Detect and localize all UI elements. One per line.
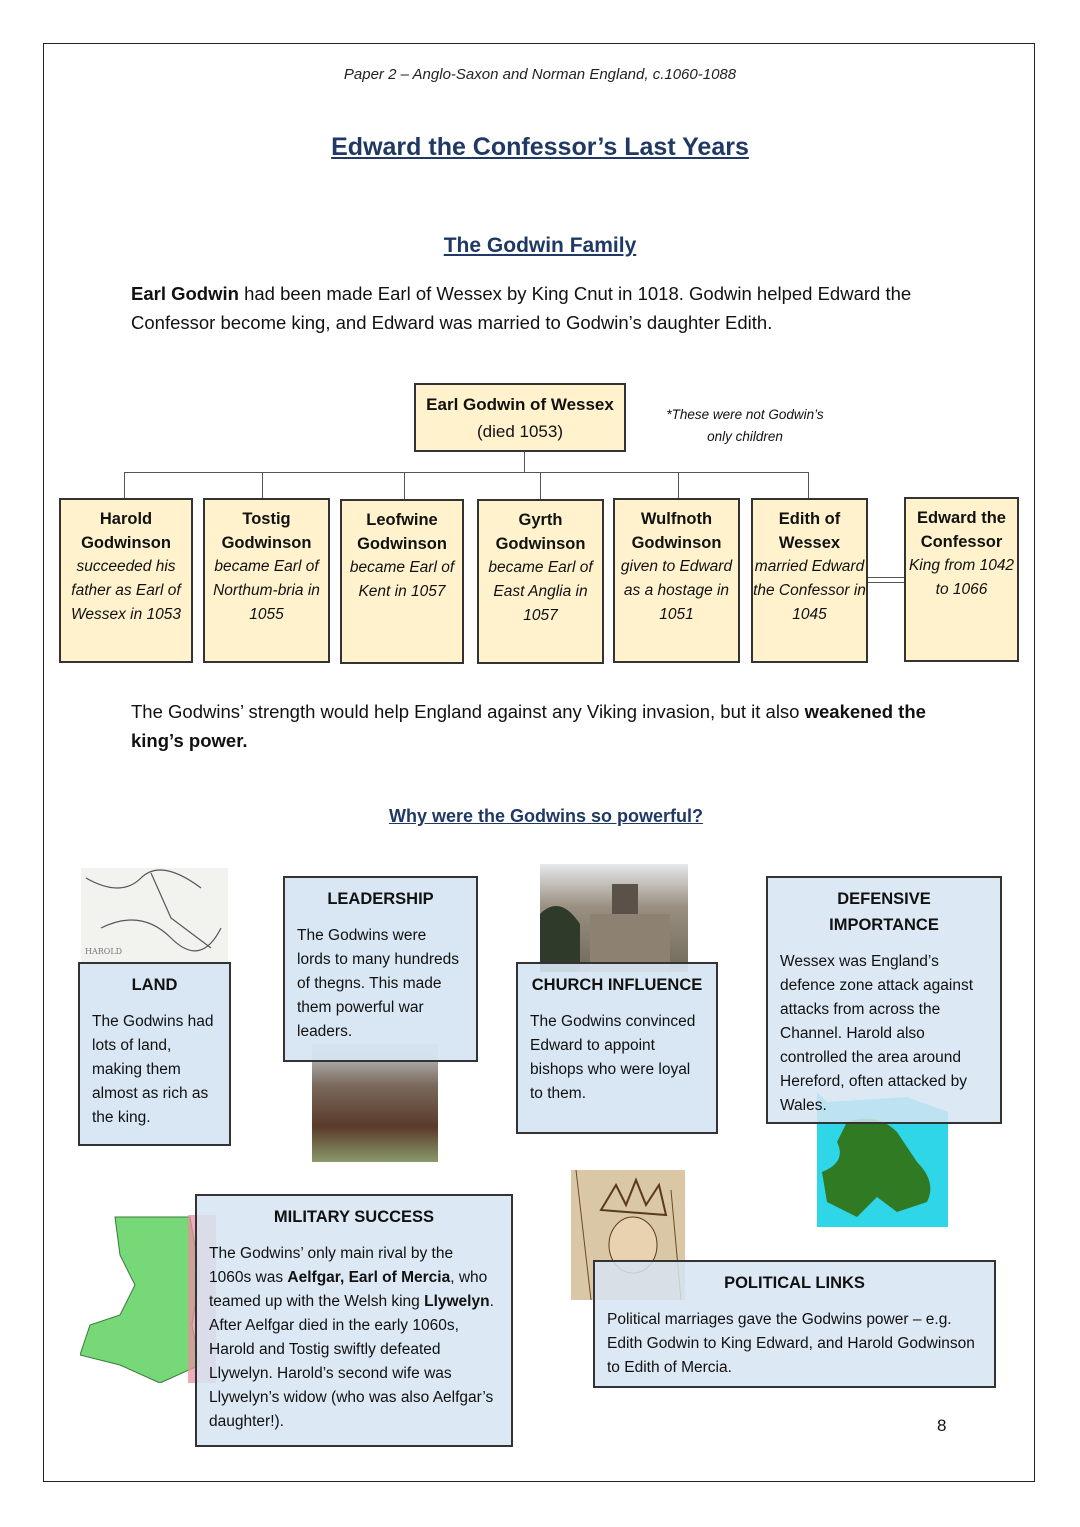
why-heading: Why were the Godwins so powerful? — [388, 806, 704, 826]
military-heading: MILITARY SUCCESS — [273, 1208, 435, 1226]
spouse-desc: King from 1042 to 1066 — [908, 557, 1015, 598]
svg-text:HAROLD: HAROLD — [85, 947, 123, 956]
intro-bold: Earl Godwin — [131, 283, 239, 304]
section-title: The Godwin Family — [443, 234, 637, 257]
tree-child-edith — [751, 498, 868, 663]
page-number: 8 — [937, 1416, 947, 1435]
page-header: Paper 2 – Anglo-Saxon and Norman England, c.1060-1088 — [343, 66, 737, 83]
church-body: The Godwins convinced Edward to appoint bishops who were loyal to them. — [530, 1013, 696, 1102]
military-bold-llywelyn: Llywelyn — [424, 1293, 490, 1310]
military-box — [195, 1194, 513, 1447]
root-name: Earl Godwin of Wessex — [426, 395, 614, 414]
land-box — [78, 962, 231, 1146]
tree-connector — [262, 472, 263, 498]
tree-connector — [808, 472, 809, 498]
marriage-line — [867, 577, 904, 578]
harold-map-image — [81, 868, 228, 962]
tree-connector — [524, 451, 525, 472]
child-desc: married Edward the Confessor in 1045 — [753, 558, 866, 623]
tree-connector — [124, 472, 125, 498]
root-desc: (died 1053) — [476, 422, 563, 441]
child-desc: became Earl of East Anglia in 1057 — [488, 559, 593, 624]
tree-connector — [540, 472, 541, 499]
military-text: . After Aelfgar died in the early 1060s, Harold and Tostig swiftly defeated Llywelyn. Harold’s second wife was Llywelyn’s widow (who was also Aelfgar’s daughter!). — [209, 1293, 494, 1430]
tree-note: *These were not Godwin’s only children — [666, 407, 824, 444]
leadership-body: The Godwins were lords to many hundreds of thegns. This made them powerful war leaders. — [297, 927, 459, 1040]
political-box — [593, 1260, 996, 1388]
strength-bold: weakened the king’s power. — [131, 701, 926, 751]
land-heading: LAND — [131, 976, 178, 994]
church-image — [540, 864, 688, 972]
tree-connector — [678, 472, 679, 498]
child-desc: succeeded his father as Earl of Wessex in 1053 — [71, 558, 181, 623]
tree-child-tostig — [203, 498, 330, 663]
marriage-line — [867, 582, 904, 583]
military-body — [209, 1242, 499, 1434]
page-title: Edward the Confessor’s Last Years — [331, 133, 749, 161]
military-text: The Godwins’ only main rival by the 1060s was — [209, 1245, 454, 1286]
tree-root-earl-godwin — [414, 383, 626, 452]
child-desc: given to Edward as a hostage in 1051 — [620, 558, 733, 623]
tree-child-harold — [59, 498, 193, 663]
defensive-box — [766, 876, 1002, 1124]
defensive-body: Wessex was England’s defence zone attack against attacks from across the Channel. Harold also controlled the area around Hereford, often attacked by Wales. — [780, 953, 974, 1114]
intro-paragraph — [131, 279, 961, 337]
tree-child-leofwine — [340, 499, 464, 664]
intro-text: had been made Earl of Wessex by King Cnut in 1018. Godwin helped Edward the Confessor become king, and Edward was married to Godwin’s daughter Edith. — [131, 283, 912, 333]
land-body: The Godwins had lots of land, making them almost as rich as the king. — [92, 1013, 214, 1126]
child-name: Leofwine Godwinson — [357, 511, 447, 553]
child-name: Tostig Godwinson — [221, 510, 312, 552]
tree-connector — [404, 472, 405, 499]
spouse-name: Edward the Confessor — [917, 509, 1006, 551]
church-box — [516, 962, 718, 1134]
strength-paragraph — [131, 697, 961, 755]
leadership-box — [283, 876, 478, 1062]
defensive-heading: DEFENSIVE IMPORTANCE — [829, 890, 939, 934]
child-name: Harold Godwinson — [81, 510, 171, 552]
political-body: Political marriages gave the Godwins power – e.g. Edith Godwin to King Edward, and Harold Godwinson to Edith of Mercia. — [607, 1311, 975, 1376]
military-text: , who teamed up with the Welsh king — [209, 1269, 488, 1310]
tree-spouse-edward — [904, 497, 1019, 662]
child-name: Wulfnoth Godwinson — [631, 510, 722, 552]
tree-child-wulfnoth — [613, 498, 740, 663]
child-desc: became Earl of Kent in 1057 — [349, 559, 455, 600]
child-desc: became Earl of Northum-bria in 1055 — [213, 558, 320, 623]
leadership-heading: LEADERSHIP — [327, 890, 434, 908]
strength-text: The Godwins’ strength would help England against any Viking invasion, but it also — [131, 701, 805, 722]
child-name: Edith of Wessex — [778, 510, 841, 552]
child-name: Gyrth Godwinson — [495, 511, 586, 553]
military-bold-aelfgar: Aelfgar, Earl of Mercia — [287, 1269, 451, 1286]
political-heading: POLITICAL LINKS — [724, 1274, 865, 1292]
tree-connector — [124, 472, 809, 473]
tree-child-gyrth — [477, 499, 604, 664]
church-heading: CHURCH INFLUENCE — [531, 976, 703, 994]
